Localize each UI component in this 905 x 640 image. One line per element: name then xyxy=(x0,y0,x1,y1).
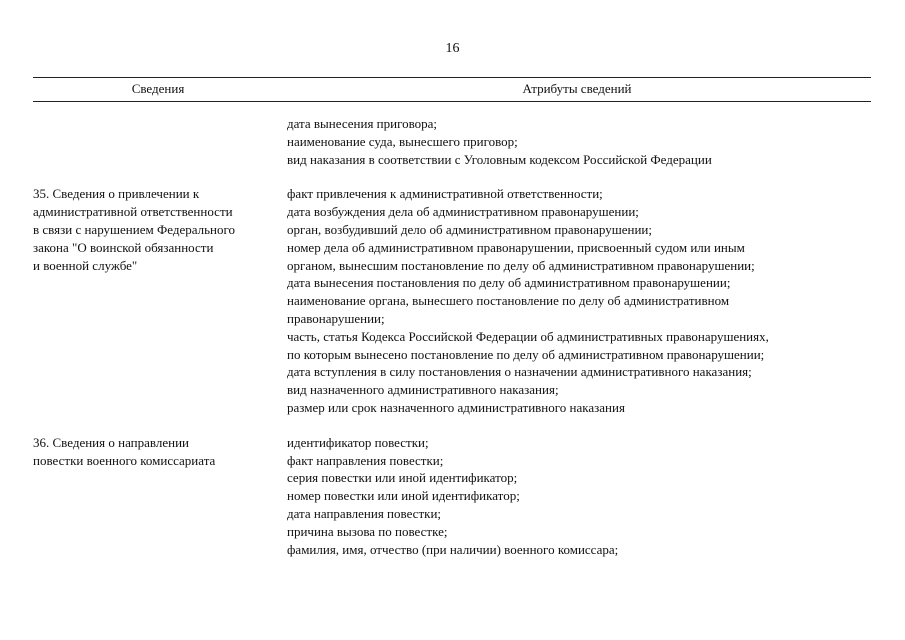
header-column-attributes: Атрибуты сведений xyxy=(522,81,632,96)
attribute-line: правонарушении; xyxy=(287,310,385,326)
info-line: 36. Сведения о направлении xyxy=(33,434,189,450)
attribute-line: орган, возбудивший дело об административном правонарушении; xyxy=(287,221,652,237)
attributes-cell xyxy=(280,434,871,559)
table-body xyxy=(33,115,871,558)
table-row xyxy=(33,185,871,416)
attribute-line: дата вынесения постановления по делу об административном правонарушении; xyxy=(287,275,731,291)
info-cell xyxy=(33,185,280,416)
header-column-info: Сведения xyxy=(131,81,185,96)
page-number: 16 xyxy=(445,41,460,56)
attribute-line: органом, вынесшим постановление по делу об административном правонарушении; xyxy=(287,257,755,273)
info-line: в связи с нарушением Федерального xyxy=(33,221,235,237)
info-line: административной ответственности xyxy=(33,204,233,220)
attribute-line: дата вступления в силу постановления о назначении административного наказания; xyxy=(287,364,752,380)
info-cell xyxy=(33,434,280,559)
attribute-line: часть, статья Кодекса Российской Федерации об административных правонарушениях, xyxy=(287,328,769,344)
info-line: закона "О воинской обязанности xyxy=(33,239,214,255)
attributes-cell xyxy=(280,115,871,168)
attribute-line: причина вызова по повестке; xyxy=(287,523,448,539)
attribute-line: фамилия, имя, отчество (при наличии) военного комиссара; xyxy=(287,541,619,557)
attributes-cell xyxy=(280,185,871,416)
table-header xyxy=(33,77,871,102)
attribute-line: размер или срок назначенного административного наказания xyxy=(287,399,625,415)
attribute-line: дата вынесения приговора; xyxy=(287,116,438,131)
attribute-line: по которым вынесено постановление по делу об административном правонарушении; xyxy=(287,346,765,362)
info-line: повестки военного комиссариата xyxy=(33,452,216,468)
attribute-line: факт привлечения к административной ответственности; xyxy=(287,186,603,202)
attribute-line: дата направления повестки; xyxy=(287,505,442,521)
table-row xyxy=(33,434,871,559)
attribute-line: наименование суда, вынесшего приговор; xyxy=(287,133,518,149)
attribute-line: факт направления повестки; xyxy=(287,452,444,468)
info-line: и военной службе" xyxy=(33,257,138,273)
attribute-line: вид наказания в соответствии с Уголовным кодексом Российской Федерации xyxy=(287,151,712,167)
info-line: 35. Сведения о привлечении к xyxy=(33,186,200,202)
attribute-line: номер дела об административном правонарушении, присвоенный судом или иным xyxy=(287,239,745,255)
attribute-line: дата возбуждения дела об административном правонарушении; xyxy=(287,204,639,220)
attribute-line: идентификатор повестки; xyxy=(287,434,429,450)
info-cell xyxy=(33,115,280,168)
attribute-line: вид назначенного административного наказания; xyxy=(287,382,559,398)
attribute-line: серия повестки или иной идентификатор; xyxy=(287,470,518,486)
attribute-line: номер повестки или иной идентификатор; xyxy=(287,488,520,504)
table-row xyxy=(33,115,871,168)
attribute-line: наименование органа, вынесшего постановление по делу об административном xyxy=(287,293,730,309)
